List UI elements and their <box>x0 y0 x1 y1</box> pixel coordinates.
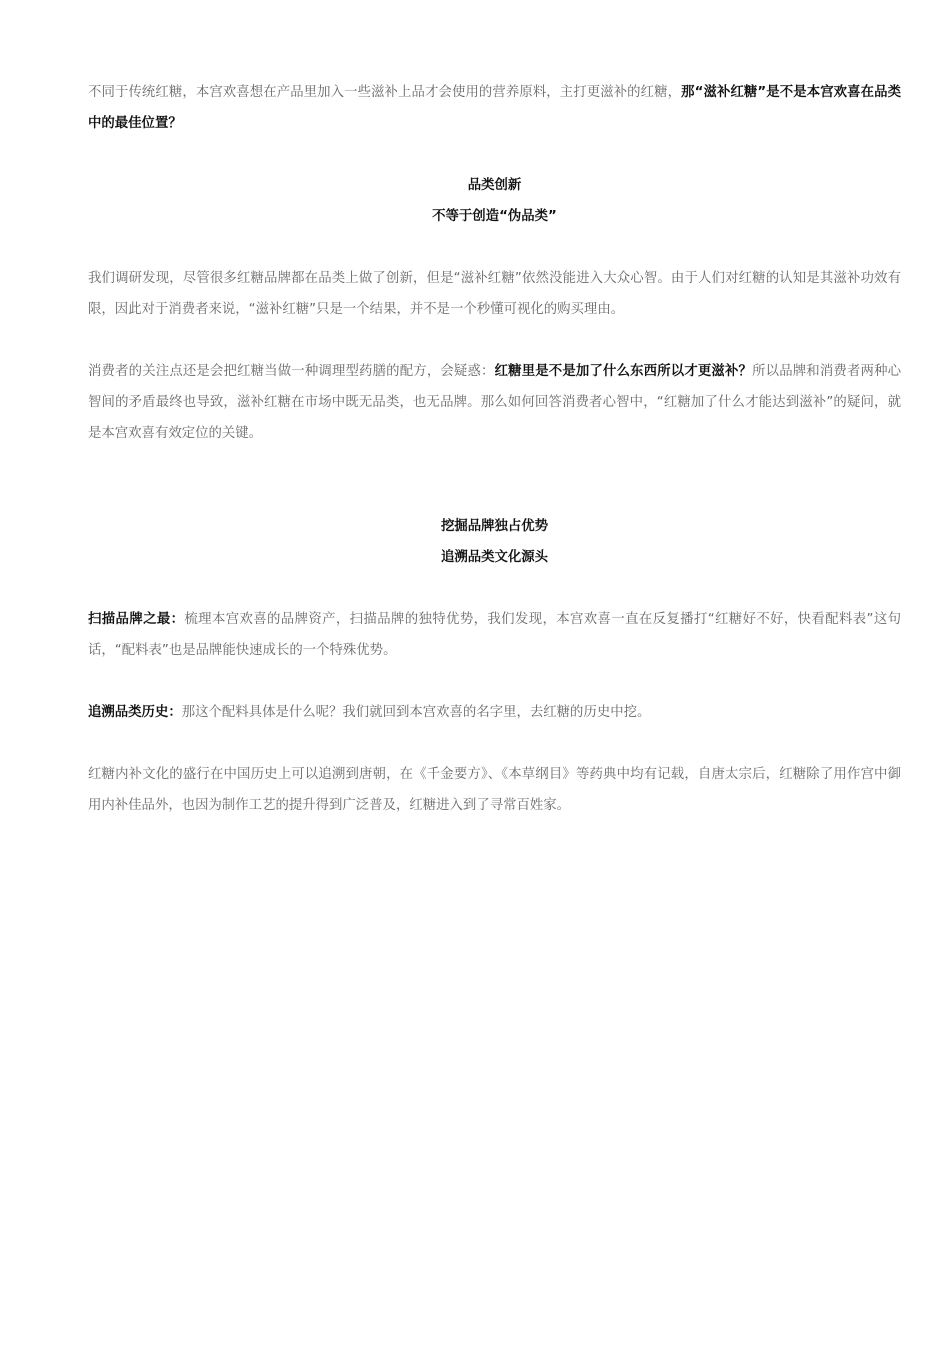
history-paragraph <box>88 697 901 728</box>
scan-label: 扫描品牌之最： <box>88 612 185 627</box>
scan-text: 梳理本宫欢喜的品牌资产，扫描品牌的独特优势，我们发现，本宫欢喜一直在反复播打“红糖好不好，快看配料表”这句话，“配料表”也是品牌能快速成长的一个特殊优势。 <box>88 612 902 658</box>
section1-paragraph-1: 我们调研发现，尽管很多红糖品牌都在品类上做了创新，但是“滋补红糖”依然没能进入大众心智。由于人们对红糖的认知是其滋补功效有限，因此对于消费者来说，“滋补红糖”只是一个结果，并不是一个秒懂可视化的购买理由。 <box>88 271 901 317</box>
section1-paragraph-2 <box>88 356 901 449</box>
section1-title: 品类创新 <box>467 178 522 193</box>
section2-subtitle: 追溯品类文化源头 <box>440 550 549 565</box>
scan-paragraph <box>88 604 901 666</box>
intro-text: 不同于传统红糖，本宫欢喜想在产品里加入一些滋补上品才会使用的营养原料，主打更滋补的红糖， <box>88 85 682 100</box>
intro-paragraph <box>88 77 901 139</box>
section1-subtitle: 不等于创造“伪品类” <box>432 209 557 224</box>
section2-title: 挖掘品牌独占优势 <box>440 519 549 534</box>
history-label: 追溯品类历史： <box>88 705 182 720</box>
intro-question: 那“滋补红糖”是不是本宫欢喜在品类中的最佳位置？ <box>88 85 901 131</box>
section1-heading <box>88 170 901 232</box>
para2-question: 红糖里是不是加了什么东西所以才更滋补？ <box>494 364 753 379</box>
history-text: 那这个配料具体是什么呢？我们就回到本宫欢喜的名字里，去红糖的历史中挖。 <box>181 705 651 720</box>
section2-heading <box>88 511 901 573</box>
document-page <box>88 77 901 821</box>
para2-start: 消费者的关注点还是会把红糖当做一种调理型药膳的配方，会疑惑： <box>88 364 495 379</box>
para2-end: 所以品牌和消费者两种心智间的矛盾最终也导致，滋补红糖在市场中既无品类，也无品牌。那么如何回答消费者心智中，“红糖加了什么才能达到滋补”的疑问，就是本宫欢喜有效定位的关键。 <box>88 364 902 441</box>
culture-paragraph: 红糖内补文化的盛行在中国历史上可以追溯到唐朝，在《千金要方》、《本草纲目》等药典中均有记载，自唐太宗后，红糖除了用作宫中御用内补佳品外，也因为制作工艺的提升得到广泛普及，红糖进入到了寻常百姓家。 <box>88 767 901 813</box>
